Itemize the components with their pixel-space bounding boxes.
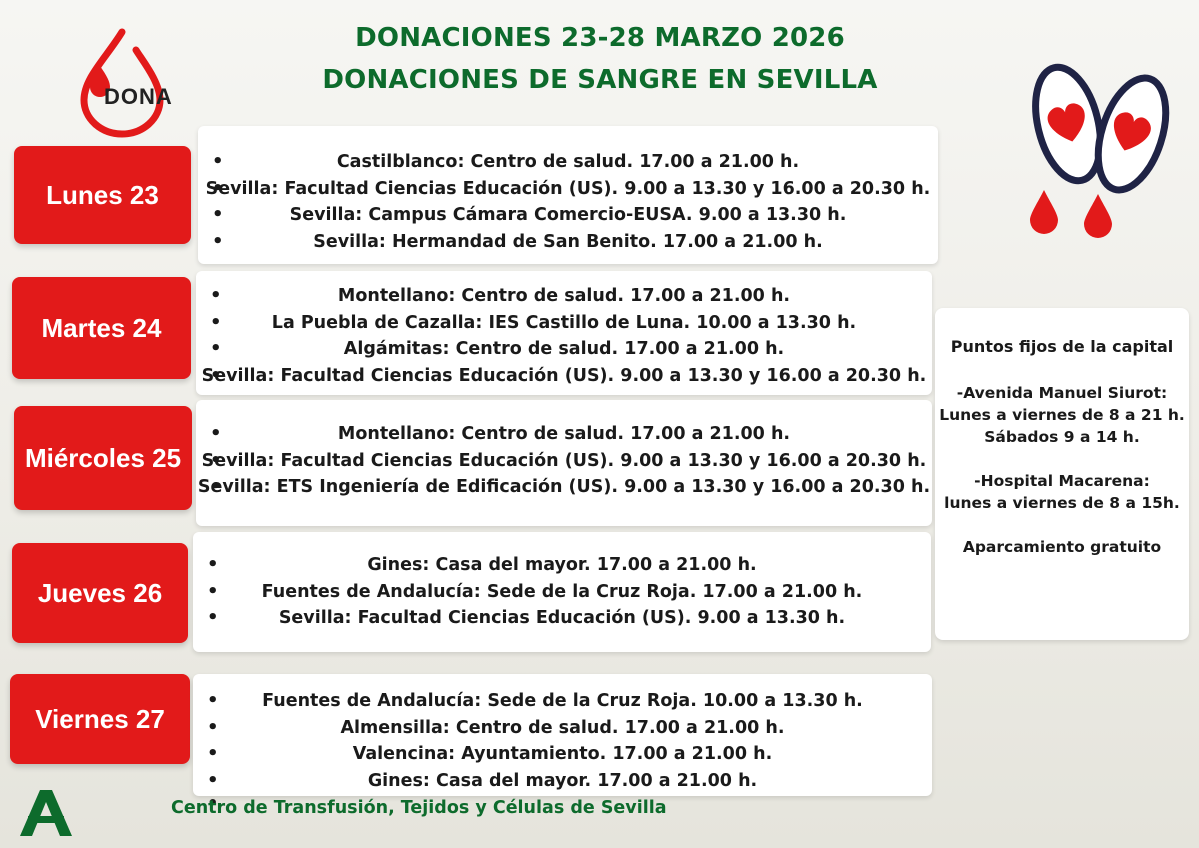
fixed-points-title: Puntos fijos de la capital — [950, 337, 1174, 356]
schedule-panel-jueves — [193, 532, 931, 652]
schedule-item: • Fuentes de Andalucía: Sede de la Cruz Roja. 10.00 a 13.30 h. — [193, 688, 932, 715]
schedule-panel-lunes — [198, 126, 938, 264]
schedule-panel-miercoles — [196, 400, 932, 526]
day-label-viernes: Viernes 27 — [10, 674, 190, 764]
page-subtitle: DONACIONES DE SANGRE EN SEVILLA — [322, 65, 878, 95]
page-title: DONACIONES 23-28 MARZO 2026 — [355, 23, 845, 53]
fixed-points-line: lunes a viernes de 8 a 15h. — [944, 494, 1180, 512]
schedule-panel-martes — [196, 271, 932, 395]
schedule-item: • Sevilla: Facultad Ciencias Educación (US). 9.00 a 13.30 y 16.00 a 20.30 h. — [196, 363, 932, 390]
schedule-item: • Gines: Casa del mayor. 17.00 a 21.00 h. — [193, 552, 931, 579]
day-label-lunes: Lunes 23 — [14, 146, 191, 244]
schedule-item: • Sevilla: Facultad Ciencias Educación (US). 9.00 a 13.30 y 16.00 a 20.30 h. — [196, 448, 932, 475]
day-label-martes: Martes 24 — [12, 277, 191, 379]
schedule-item: • Sevilla: Hermandad de San Benito. 17.00 a 21.00 h. — [198, 229, 938, 256]
schedule-item: • Almensilla: Centro de salud. 17.00 a 21.00 h. — [193, 715, 932, 742]
schedule-item: • Castilblanco: Centro de salud. 17.00 a 21.00 h. — [198, 149, 938, 176]
fixed-points-panel — [935, 308, 1189, 640]
fixed-points-line — [935, 514, 1189, 536]
schedule-item: • Sevilla: Facultad Ciencias Educación (US). 9.00 a 13.30 y 16.00 a 20.30 h. — [198, 176, 938, 203]
schedule-item: • Sevilla: Campus Cámara Comercio-EUSA. 9.00 a 13.30 h. — [198, 202, 938, 229]
fixed-points-line: Lunes a viernes de 8 a 21 h. — [939, 406, 1185, 424]
schedule-item: • Algámitas: Centro de salud. 17.00 a 21.00 h. — [196, 336, 932, 363]
fixed-points-line: -Avenida Manuel Siurot: — [956, 384, 1168, 402]
blood-drop-icon — [76, 26, 168, 138]
schedule-item: • La Puebla de Cazalla: IES Castillo de Luna. 10.00 a 13.30 h. — [196, 310, 932, 337]
footer-organization: Centro de Transfusión, Tejidos y Células de Sevilla — [171, 798, 667, 818]
logo-text: DONA — [104, 84, 173, 109]
fixed-points-line: Sábados 9 a 14 h. — [984, 428, 1140, 446]
schedule-panel-viernes — [193, 674, 932, 796]
junta-andalucia-logo-icon — [18, 788, 74, 838]
day-label-miercoles: Miércoles 25 — [14, 406, 192, 510]
schedule-item: • Sevilla: ETS Ingeniería de Edificación (US). 9.00 a 13.30 y 16.00 a 20.30 h. — [196, 474, 932, 501]
schedule-item: • Montellano: Centro de salud. 17.00 a 21.00 h. — [196, 421, 932, 448]
schedule-item: • Gines: Casa del mayor. 17.00 a 21.00 h. — [193, 768, 932, 795]
schedule-item: • Valencina: Ayuntamiento. 17.00 a 21.00 h. — [193, 741, 932, 768]
heart-eyes-icon — [1030, 62, 1180, 252]
fixed-points-line — [935, 448, 1189, 470]
schedule-item: • Montellano: Centro de salud. 17.00 a 21.00 h. — [196, 283, 932, 310]
fixed-points-line: Aparcamiento gratuito — [962, 538, 1162, 556]
schedule-item: • Sevilla: Facultad Ciencias Educación (US). 9.00 a 13.30 h. — [193, 605, 931, 632]
schedule-item: • Fuentes de Andalucía: Sede de la Cruz Roja. 17.00 a 21.00 h. — [193, 579, 931, 606]
day-label-jueves: Jueves 26 — [12, 543, 188, 643]
fixed-points-line: -Hospital Macarena: — [974, 472, 1150, 490]
